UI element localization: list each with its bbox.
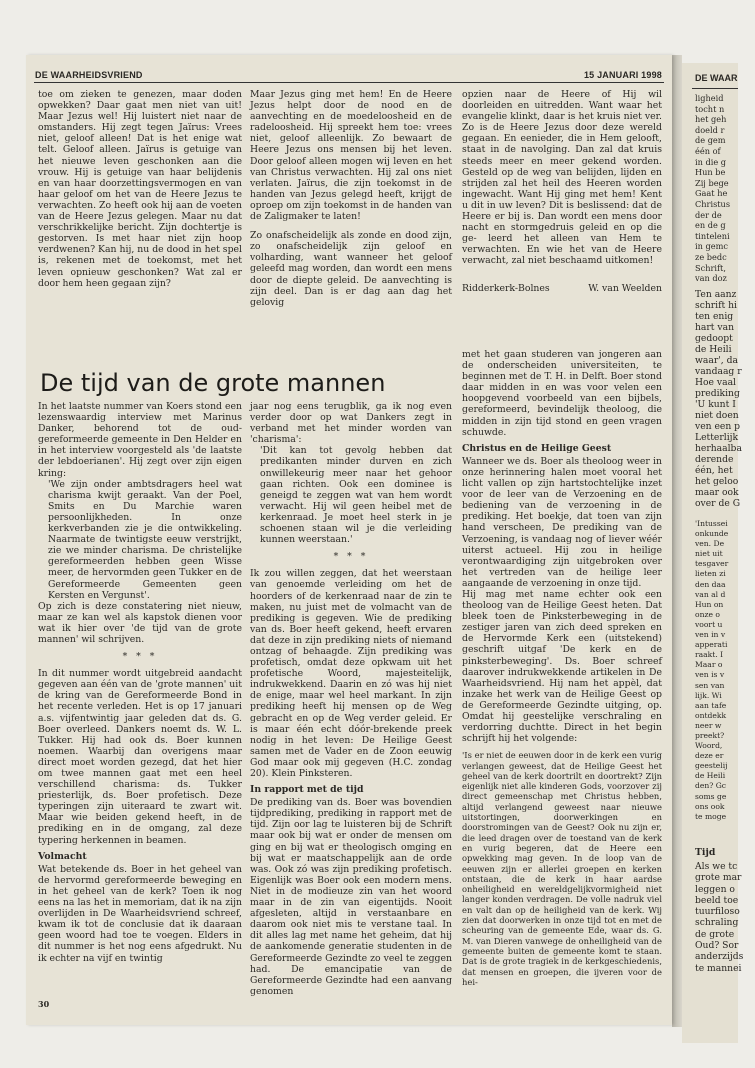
adjacent-text-line: ven is v <box>695 670 725 680</box>
article-paragraph: jaar nog eens terugblik, ga ik nog even verder door op wat Dankers zegt in verband met het minder worden van 'charisma': <box>250 401 452 446</box>
adjacent-text-line: ze bedc <box>695 251 727 262</box>
adjacent-subheading: Tijd <box>695 847 716 858</box>
adjacent-text-line: één, het <box>695 465 733 476</box>
adjacent-text-line: deze er <box>695 751 724 761</box>
adjacent-text-line: één of <box>695 145 721 156</box>
adjacent-text-line: Maar o <box>695 660 723 670</box>
article-column-2 <box>250 401 452 997</box>
adjacent-column-mid <box>695 289 755 509</box>
adjacent-text-line: tinteleni <box>695 230 730 241</box>
adjacent-text-line: Schrift, <box>695 262 726 273</box>
adjacent-text-line: der de <box>695 209 722 220</box>
adjacent-text-line: de gem <box>695 135 726 146</box>
adjacent-text-line: schraling <box>695 917 739 929</box>
adjacent-text-line: lieten zi <box>695 569 726 579</box>
top-col1-text: toe om zieken te genezen, maar doden opwekken? Daar gaat men niet van uit! Maar Jezus wel! Hij luistert niet naar de omstanders. Hij zegt tegen Jaïrus: Vrees niet, geloof alleen! Dat is het enige wat telt. Geloof alleen. Jaïrus is getuige van het nieuwe leven geschonken aan die vrouw. Hij is getuige van haar belijdenis en van haar doorzettingsvermogen en van haar geloof om het van de Heere Jezus te verwachten. Zo heeft ook hij aan de voeten van de Heere Jezus gelegen. Maar nu dat verschrikkelijke bericht. Zijn dochtertje is gestorven. Is met haar niet zijn hoop verdwenen? Kan hij, nu de dood in het spel is, rekenen met de toekomst, met het leven opnieuw geschonken? Wat zal er door hem heen gegaan zijn? <box>38 89 242 289</box>
adjacent-text-line: niet doen <box>695 410 739 421</box>
adjacent-text-line: van doz <box>695 273 727 284</box>
adjacent-text-line: tocht n <box>695 103 725 114</box>
signature <box>462 283 662 294</box>
adjacent-text-line: Christus <box>695 198 731 209</box>
adjacent-text-line: raakt. I <box>695 650 724 660</box>
adjacent-text-line: doeld r <box>695 124 725 135</box>
adjacent-text-line: Letterlijk <box>695 432 739 443</box>
adjacent-header-rule <box>692 88 738 89</box>
adjacent-text-line: ontdekk <box>695 710 727 720</box>
adjacent-text-line: over de G <box>695 498 741 509</box>
subheading-christus: Christus en de Heilige Geest <box>462 442 612 454</box>
adjacent-text-line: tuurfiloso <box>695 906 740 918</box>
adjacent-text-line: Zij bege <box>695 177 729 188</box>
signature-place: Ridderkerk-Bolnes <box>462 282 550 294</box>
adjacent-text-line: onze o <box>695 609 720 619</box>
article-quote-1: 'We zijn onder ambtsdragers heel wat charisma kwijt geraakt. Van der Poel, Smits en Du Marchie waren persoonlijkheden. In onze kerkverbanden zie je die ontwikkeling. Naarmate de twintigste eeuw verstrijkt, zie we minder charisma. De christelijke gereformeerden hebben geen Wisse meer, de hervormden geen Tukker en de Gereformeerde Gemeenten geen Kersten en Vergunst'. <box>48 478 242 601</box>
issue-date: 15 JANUARI 1998 <box>583 70 662 80</box>
article-paragraph: Op zich is deze constatering niet nieuw, maar ze kan wel als kapstok dienen voor wat ik hier over 'de tijd van de grote mannen' wil schrijven. <box>38 600 242 645</box>
adjacent-text-line: soms ge <box>695 791 727 801</box>
adjacent-text-line: anderzijds <box>695 951 744 963</box>
adjacent-text-line: grote mar <box>695 872 742 884</box>
adjacent-text-line: tesgaver <box>695 559 729 569</box>
section-divider: * * * <box>122 651 158 663</box>
article-paragraph: Ik zou willen zeggen, dat het weerstaan van genoemde verleiding om het de hoorders of de kerkenraad naar de zin te maken, nu juist met de volmacht van de prediking is gegeven. Wie de prediking van ds. Boer heeft gekend, heeft ervaren dat deze in zijn prediking niets of niemand ontzag of behaagde. Zijn prediking was profetisch, omdat deze opkwam uit het profetische Woord, majesteitelijk, indrukwekkend. Daarin en zó was hij niet de enige, maar wel heel markant. In zijn prediking heeft hij mensen op de Weg gebracht en op de Weg verder geleid. Er is maar één echt dóór-brekende preek nodig in het leven: De Heilige Geest samen met de Vader en de Zoon eeuwig God maar ook mij gegeven (H.C. zondag 20). Klein Pinksteren. <box>250 568 452 779</box>
article-column-1 <box>38 401 242 964</box>
top-col3-text: opzien naar de Heere of Hij wil doorleiden en uitredden. Want waar het evangelie klinkt, daar is het kruis niet ver. Zo is de Heere Jezus door deze wereld gegaan. En eenieder, die in Hem gelooft, staat in de navolging. Dan zal dat kruis steeds meer en meer gekend worden. Gesteld op de weg van belijden, lijden en strijden zal het heil des Heeren worden ingewacht. Want Hij ging met hem! Kent u dit in uw leven? Dit is beslissend: dat de Heere er bij is. Dan wordt een mens door nacht en stormgedruis geleid en op die ge- leerd het alleen van Hem te verwachten. En wie het van de Heere verwacht, zal niet beschaamd uitkomen! <box>462 89 662 267</box>
adjacent-column-top <box>695 93 755 284</box>
article-paragraph: met het gaan studeren van jongeren aan de onderscheiden universiteiten, te beginnen met de T. H. in Delft. Boer stond daar midden in en was voor velen een hoopgevend voorbeeld van een bijbels, gereformeerd, bevindelijk theoloog, die midden in zijn tijd stond en geen vragen schuwde. <box>462 349 662 438</box>
adjacent-text-line: ven in v <box>695 630 726 640</box>
adjacent-text-line: en de g <box>695 220 726 231</box>
article-paragraph: In dit nummer wordt uitgebreid aandacht gegeven aan één van de 'grote mannen' uit de kring van de Gereformeerde Bond in het recente verleden. Het is op 17 januari a.s. vijfentwintig jaar geleden dat ds. G. Boer overleed. Dankers noemt ds. W. L. Tukker. Hij had ook ds. Boer kunnen noemen. Waarbij dan overigens maar direct moet worden gezegd, dat het hier om twee mannen gaat met een heel verschillend charisma: ds. Tukker priesterlijk, ds. Boer profetisch. Deze typeringen zijn uiteraard te zwart wit. Maar wie beiden gekend heeft, in de prediking en in de omgang, zal deze typering herkennen in beamen. <box>38 668 242 846</box>
article-paragraph: Hij mag met name echter ook een theoloog van de Heilige Geest heten. Dat bleek toen de Pinksterbeweging in de zestiger jaren van zich deed spreken en de Hervormde Kerk een (uitstekend) geschrift uitgaf 'De kerk en de pinksterbeweging'. Ds. Boer schreef daarover indrukwekkende artikelen in De Waarheidsvriend. Hij nam het appèl, dat inzake het werk van de Heilige Geest op de Gereformeerde Gezindte uitging, op. Omdat hij geestelijke verschraling en verdorring duchtte. Direct in het begin schrijft hij het volgende: <box>462 588 662 745</box>
newspaper-page <box>26 55 672 1025</box>
header-rule <box>34 82 664 83</box>
top-column-1 <box>38 89 242 289</box>
adjacent-text-line: 'U kunt I <box>695 399 736 410</box>
article-column-3 <box>462 349 662 987</box>
adjacent-text-line: in die g <box>695 156 727 167</box>
article-intro: In het laatste nummer van Koers stond een lezenswaardig interview met Marinus Danker, behorend tot de oud-gereformeerde gemeente in Den Helder en in het interview voorgesteld als 'de laatste der lebdoerianen'. Hij zegt over zijn eigen kring: <box>38 401 242 479</box>
adjacent-text-line: de Heili <box>695 771 726 781</box>
adjacent-masthead: DE WAAR <box>695 73 738 83</box>
adjacent-text-line: ven. De <box>695 539 725 549</box>
adjacent-text-line: ons ook <box>695 801 725 811</box>
article-paragraph: De prediking van ds. Boer was bovendien tijdprediking, prediking in rapport met de tijd. Zijn oor lag te luisteren bij de Schrift maar ook bij wat er onder de mensen om ging en bij wat er theologisch omging en bij wat er maatschappelijk aan de orde was. Ook zó was zijn prediking profetisch. Eigenlijk was Boer ook een modern mens. Niet in de modieuze zin van het woord maar in de zin van eigentijds. Nooit afgesleten, altijd in verstaanbare en daarom ook niet mis te verstane taal. In dit alles lag met name het geheim, dat hij de aankomende generatie studenten in de Gereformeerde Gezindte zo veel te zeggen had. De emancipatie van de Gereformeerde Gezindte had een aanvang genomen <box>250 797 452 997</box>
section-divider: * * * <box>333 551 369 563</box>
top-col2-text-b: Zo onafscheidelijk als zonde en dood zijn, zo onafscheidelijk zijn geloof en volharding, want wanneer het geloof geleefd mag worden, dan wordt een mens door de diepte geleid. De aanvechting is zijn deel. Dan is er dag aan dag het gelovig <box>250 230 452 308</box>
adjacent-text-line: gedoopt <box>695 333 733 344</box>
adjacent-text-line: derende <box>695 454 734 465</box>
adjacent-text-line: niet uit <box>695 549 723 559</box>
adjacent-text-line: geestelij <box>695 761 728 771</box>
adjacent-page <box>682 63 744 1043</box>
adjacent-text-line: beeld toe <box>695 894 739 906</box>
top-column-3 <box>462 89 662 294</box>
top-col2-text-a: Maar Jezus ging met hem! En de Heere Jezus helpt door de nood en de aanvechting en de moedeloosheid en de radeloosheid. Hij spreekt hem toe: vrees niet, geloof alleenlijk. Zo bewaart de Heere Jezus ons mensen bij het leven. Door geloof alleen mogen wij leven en het van Christus verwachten. Hij zal ons niet verlaten. Jaïrus, die zijn toekomst in de handen van Jezus gelegd heeft, krijgt de oproep om zijn toekomst in de handen van de Zaligmaker te laten! <box>250 89 452 223</box>
adjacent-column-quote <box>695 519 755 822</box>
adjacent-text-line: Ten aanz <box>695 289 737 300</box>
article-quote-2: 'Dit kan tot gevolg hebben dat predikanten minder durven en zich onwillekeurig meer naar het gehoor gaan richten. Ook een dominee is geneigd te zeggen wat van hem wordt verwacht. Hij wil geen heibel met de kerkenraad. Je moet heel sterk in je schoenen staan wil je die verleiding kunnen weerstaan.' <box>260 445 452 546</box>
adjacent-text-line: Oud? Sor <box>695 940 739 952</box>
article-paragraph: Wat betekende ds. Boer in het geheel van de hervormd gereformeerde beweging en in het geheel van de kerk? Toen ik nog eens na las het in memoriam, dat ik na zijn overlijden in De Waarheidsvriend schreef, kwam ik tot de conclusie dat ik daaraan geen woord had toe te voegen. Elders in dit nummer is het nog eens afgedrukt. Nu ik echter na vijf en twintig <box>38 863 242 964</box>
article-headline: De tijd van de grote mannen <box>40 369 386 397</box>
top-column-2 <box>250 89 452 308</box>
adjacent-text-line: sen van <box>695 680 725 690</box>
article-quote-3: 'Is er niet de eeuwen door in de kerk een vurig verlangen geweest, dat de Heilige Geest het geheel van de kerk doortrilt en doortrekt? Zijn eigenlijk niet alle kinderen Gods, voorzover zij direct gemeenschap met Christus hebben, altijd verlangend geweest naar nieuwe uitstortingen, doorwerkingen en doorstromingen van de Geest? Ook nu zijn er, die leed dragen over de toestand van de kerk en vurig begeren, dat de Heere een opwekking mag geven. In de loop van de eeuwen zijn er allerlei groepen en kerken ontstaan, die de kerk in haar aardse onheiligheid en wereldgelijkvormigheid niet langer konden verdragen. De volle nadruk viel en valt dan op de heiligheid van de kerk. Wij zien dat doorwerken in onze tijd tot en met de scheuring van de gemeente Ede, waar ds. G. M. van Dieren vanwege de onheiligheid van de gemeente buiten de gemeente komt te staan. Dat is de grote tragiek in de kerkgeschiedenis, dat mensen en groepen, die ijveren voor de hei- <box>462 750 662 987</box>
adjacent-text-line: vandaag r <box>695 366 742 377</box>
adjacent-text-line: in gemc <box>695 241 728 252</box>
adjacent-text-line: hart van <box>695 322 734 333</box>
adjacent-text-line: ten enig <box>695 311 734 322</box>
adjacent-text-line: Als we tc <box>695 861 738 872</box>
adjacent-column-bottom <box>695 861 755 974</box>
adjacent-text-line: Hoe vaal <box>695 377 736 388</box>
adjacent-text-line: schrift hi <box>695 300 737 311</box>
article-paragraph: Wanneer we ds. Boer als theoloog weer in onze herinnering halen moet vooral het licht vallen op zijn hartstochtelijke inzet voor de leer van de Verzoening en de bediening van de verzoening in de prediking. Het boekje, dat toen van zijn hand verscheen, De prediking van de Verzoening, is vandaag nog of liever wéér uiterst actueel. Hij zou in heilige verontwaardiging zijn uitgebroken over het vertreden van de heilige leer aangaande de verzoening in onze tijd. <box>462 455 662 589</box>
subheading-rapport: In rapport met de tijd <box>250 784 364 796</box>
adjacent-text-line: het geh <box>695 114 727 125</box>
adjacent-text-line: 'Intussei <box>695 519 728 528</box>
adjacent-text-line: van al d <box>695 589 726 599</box>
signature-name: W. van Weelden <box>588 282 662 294</box>
adjacent-text-line: maar ook <box>695 487 739 498</box>
adjacent-text-line: leggen o <box>695 883 735 895</box>
adjacent-text-line: prediking <box>695 388 740 399</box>
adjacent-text-line: de Heili <box>695 344 732 355</box>
adjacent-text-line: den daa <box>695 579 726 589</box>
adjacent-text-line: aan tafe <box>695 700 727 710</box>
adjacent-text-line: Hun be <box>695 167 726 178</box>
adjacent-text-line: onkunde <box>695 529 729 539</box>
adjacent-text-line: te moge <box>695 811 727 821</box>
adjacent-text-line: ven een p <box>695 421 741 432</box>
adjacent-text-line: ligheid <box>695 93 724 103</box>
adjacent-text-line: Gaat he <box>695 188 728 199</box>
adjacent-text-line: Woord, <box>695 741 723 751</box>
adjacent-text-line: apperati <box>695 640 728 650</box>
subheading-volmacht: Volmacht <box>38 850 87 862</box>
page-edge-shadow <box>672 55 682 1027</box>
adjacent-text-line: te mannei <box>695 962 742 974</box>
adjacent-text-line: neer w <box>695 720 722 730</box>
adjacent-text-line: preekt? <box>695 730 725 740</box>
adjacent-text-line: lijk. Wi <box>695 690 722 700</box>
adjacent-text-line: herhaalba <box>695 443 742 454</box>
adjacent-text-line: waar', da <box>695 355 738 366</box>
masthead-title: DE WAARHEIDSVRIEND <box>35 70 143 80</box>
adjacent-text-line: het geloo <box>695 476 739 487</box>
page-number: 30 <box>38 999 50 1009</box>
adjacent-text-line: den? Gc <box>695 781 727 791</box>
adjacent-text-line: Hun on <box>695 599 724 609</box>
adjacent-text-line: voort u <box>695 619 723 629</box>
adjacent-text-line: de grote <box>695 928 735 940</box>
